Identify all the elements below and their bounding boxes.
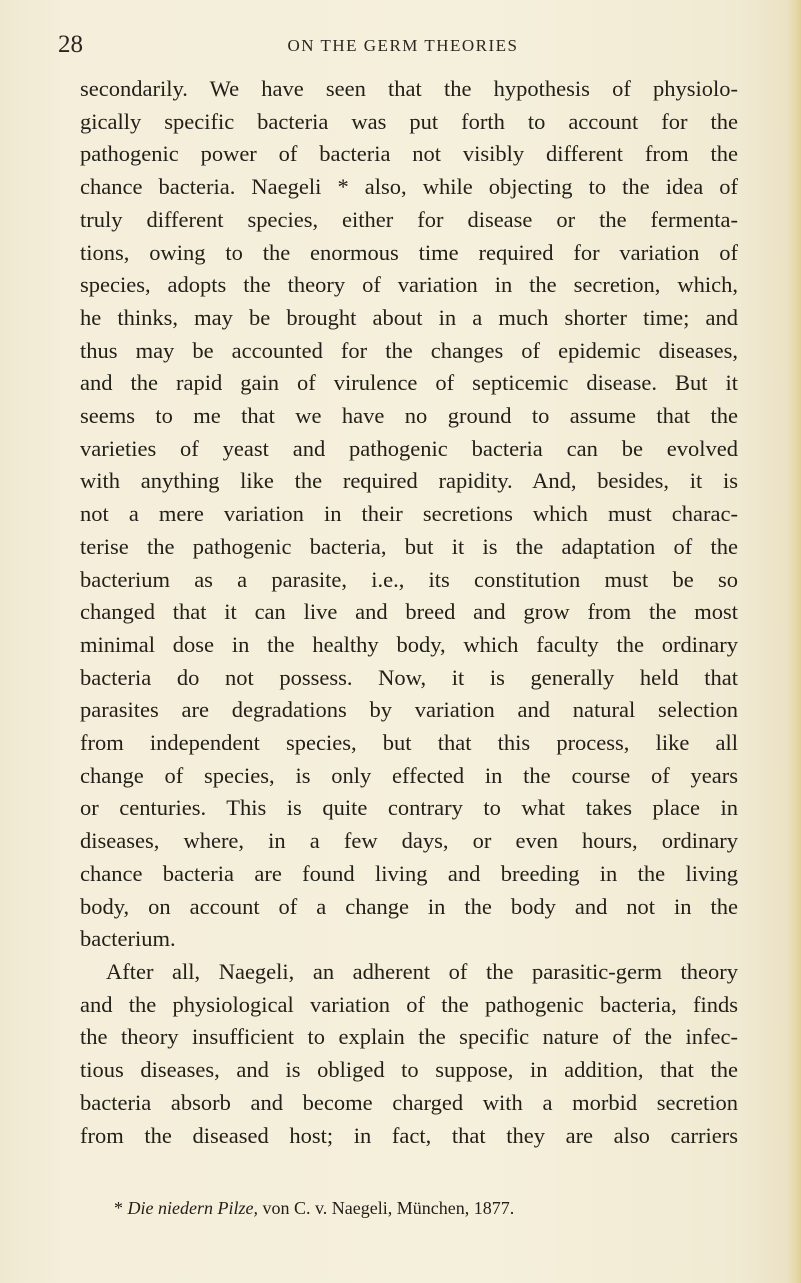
text-line: parasites are degradations by variation and natural selection — [80, 697, 738, 723]
body-text — [80, 73, 738, 1152]
footnote-citation: von C. v. Naegeli, München, 1877. — [262, 1198, 515, 1218]
text-line: and the physiological variation of the pathogenic bacteria, finds — [80, 991, 738, 1017]
text-line: species, adopts the theory of variation in the secretion, which, — [80, 272, 738, 298]
text-line: chance bacteria are found living and breeding in the living — [80, 860, 738, 886]
page-edge — [787, 0, 801, 1283]
text-line: change of species, is only effected in the course of years — [80, 762, 738, 788]
running-head: ON THE GERM THEORIES — [287, 36, 519, 55]
text-line: bacterium. — [80, 926, 176, 952]
text-line: diseases, where, in a few days, or even hours, ordinary — [80, 828, 738, 854]
text-line: body, on account of a change in the body and not in the — [80, 893, 738, 919]
page-header — [58, 30, 748, 60]
footnote-marker: * — [114, 1198, 123, 1218]
text-line: gically specific bacteria was put forth to account for the — [80, 108, 738, 134]
text-line: seems to me that we have no ground to assume that the — [80, 403, 738, 429]
text-line: pathogenic power of bacteria not visibly different from the — [80, 141, 738, 167]
text-line: and the rapid gain of virulence of septicemic disease. But it — [80, 370, 738, 396]
text-line: After all, Naegeli, an adherent of the parasitic-germ theory — [106, 958, 738, 984]
text-line: truly different species, either for disease or the fermenta- — [80, 206, 738, 232]
text-line: thus may be accounted for the changes of epidemic diseases, — [80, 337, 738, 363]
text-line: not a mere variation in their secretions which must charac- — [80, 501, 738, 527]
text-line: tions, owing to the enormous time required for variation of — [80, 239, 738, 265]
footnote-title: Die niedern Pilze, — [127, 1198, 258, 1218]
text-line: chance bacteria. Naegeli * also, while objecting to the idea of — [80, 174, 738, 200]
text-line: with anything like the required rapidity. And, besides, it is — [80, 468, 738, 494]
text-line: minimal dose in the healthy body, which faculty the ordinary — [80, 631, 738, 657]
text-line: or centuries. This is quite contrary to what takes place in — [80, 795, 738, 821]
text-line: bacterium as a parasite, i.e., its constitution must be so — [80, 566, 738, 592]
text-line: terise the pathogenic bacteria, but it is the adaptation of the — [80, 533, 738, 559]
text-line: the theory insufficient to explain the specific nature of the infec- — [80, 1024, 738, 1050]
text-line: changed that it can live and breed and grow from the most — [80, 599, 738, 625]
footnote — [114, 1196, 734, 1220]
text-line: bacteria absorb and become charged with a morbid secretion — [80, 1089, 738, 1115]
text-line: secondarily. We have seen that the hypothesis of physiolo- — [80, 76, 738, 101]
text-line: varieties of yeast and pathogenic bacteria can be evolved — [80, 435, 738, 461]
text-line: he thinks, may be brought about in a much shorter time; and — [80, 304, 738, 330]
text-line: tious diseases, and is obliged to suppose, in addition, that the — [80, 1057, 738, 1083]
text-line: from independent species, but that this process, like all — [80, 730, 738, 756]
text-line: bacteria do not possess. Now, it is generally held that — [80, 664, 738, 690]
page-number: 28 — [58, 31, 83, 58]
text-line: from the diseased host; in fact, that they are also carriers — [80, 1122, 738, 1148]
